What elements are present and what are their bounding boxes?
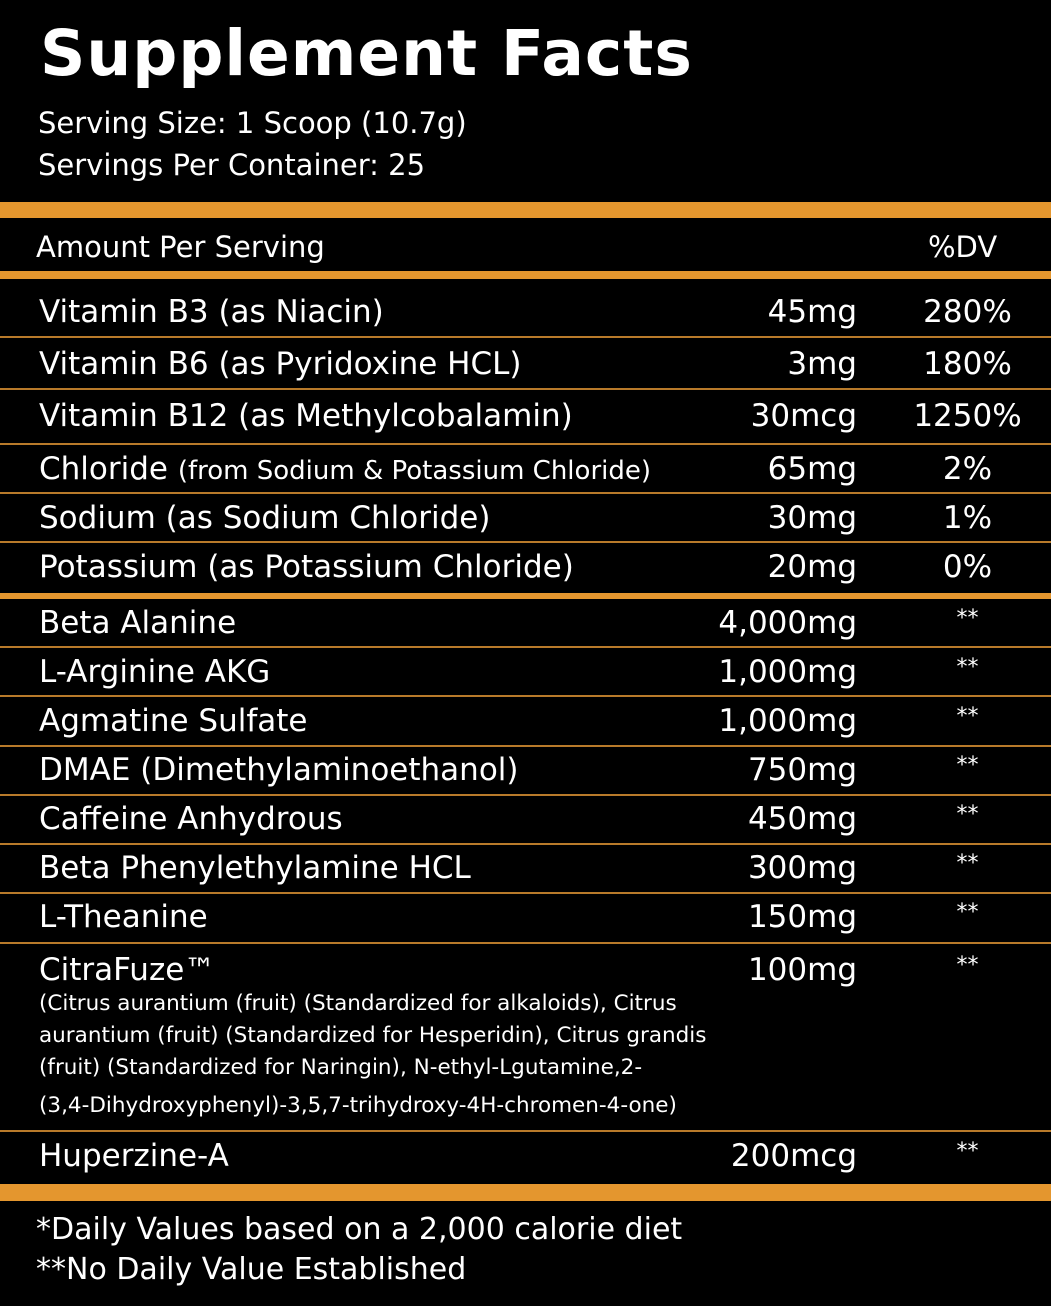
ingredient-dv: **: [956, 802, 979, 827]
amount-per-serving-label: Amount Per Serving: [36, 230, 325, 264]
nutrient-name: Vitamin B12 (as Methylcobalamin): [39, 398, 573, 434]
nutrient-dv: 280%: [923, 294, 1012, 330]
nutrient-row: [0, 288, 1051, 336]
ingredient-amount: 150mg: [747, 899, 857, 935]
nutrient-name: Vitamin B3 (as Niacin): [39, 294, 384, 330]
nutrient-row: [0, 340, 1051, 388]
ingredient-amount: 100mg: [747, 952, 857, 988]
thick-divider: [0, 1184, 1051, 1201]
nutrient-amount: 3mg: [787, 346, 857, 382]
nutrient-amount: 20mg: [767, 549, 857, 585]
ingredient-name: CitraFuze™: [39, 952, 216, 988]
nutrient-name: Vitamin B6 (as Pyridoxine HCL): [39, 346, 522, 382]
description-line: (Citrus aurantium (fruit) (Standardized for alkaloids), Citrus: [39, 991, 677, 1016]
ingredient-name: DMAE (Dimethylaminoethanol): [39, 752, 519, 788]
description-line: (fruit) (Standardized for Naringin), N-ethyl-Lgutamine,2-: [39, 1055, 643, 1080]
dv-column-label: %DV: [928, 230, 998, 264]
nutrient-name: [39, 445, 651, 495]
description-line: (3,4-Dihydroxyphenyl)-3,5,7-trihydroxy-4H-chromen-4-one): [39, 1093, 677, 1118]
ingredient-row: [0, 946, 1051, 994]
medium-divider: [0, 271, 1051, 279]
row-divider: [0, 388, 1051, 390]
ingredient-name: Beta Phenylethylamine HCL: [39, 850, 471, 886]
ingredient-amount: 4,000mg: [718, 605, 857, 641]
nutrient-name: Potassium (as Potassium Chloride): [39, 549, 574, 585]
ingredient-amount: 1,000mg: [718, 703, 857, 739]
ingredient-dv: **: [956, 704, 979, 729]
ingredient-row: [0, 1132, 1051, 1180]
citrafuze-description: [39, 988, 729, 1122]
ingredient-name: Agmatine Sulfate: [39, 703, 308, 739]
nutrient-row: [0, 445, 1051, 493]
panel-title: Supplement Facts: [40, 17, 693, 90]
nutrient-dv: 1250%: [913, 398, 1022, 434]
ingredient-name: L-Theanine: [39, 899, 208, 935]
ingredient-dv: **: [956, 606, 979, 631]
footnote-daily-values: *Daily Values based on a 2,000 calorie diet: [36, 1212, 683, 1247]
ingredient-dv: **: [956, 953, 979, 978]
ingredient-amount: 450mg: [747, 801, 857, 837]
ingredient-name: Caffeine Anhydrous: [39, 801, 343, 837]
ingredient-amount: 750mg: [747, 752, 857, 788]
nutrient-dv: 0%: [942, 549, 993, 585]
ingredient-row: [0, 795, 1051, 843]
footnote-no-dv: **No Daily Value Established: [36, 1252, 467, 1287]
nutrient-amount: 45mg: [767, 294, 857, 330]
nutrient-dv: 2%: [942, 451, 993, 487]
servings-per-container: Servings Per Container: 25: [38, 148, 426, 182]
ingredient-dv: **: [956, 1139, 979, 1164]
nutrient-name-source: (from Sodium & Potassium Chloride): [177, 456, 651, 486]
description-line: aurantium (fruit) (Standardized for Hesperidin), Citrus grandis: [39, 1023, 707, 1048]
ingredient-row: [0, 893, 1051, 941]
nutrient-amount: 30mcg: [750, 398, 857, 434]
ingredient-row: [0, 697, 1051, 745]
nutrient-row: [0, 543, 1051, 591]
nutrient-amount: 30mg: [767, 500, 857, 536]
nutrient-row: [0, 494, 1051, 542]
nutrient-row: [0, 392, 1051, 440]
nutrient-dv: 180%: [923, 346, 1012, 382]
row-divider: [0, 942, 1051, 944]
ingredient-dv: **: [956, 851, 979, 876]
nutrient-dv: 1%: [942, 500, 993, 536]
ingredient-name: Huperzine-A: [39, 1138, 229, 1174]
ingredient-amount: 200mcg: [730, 1138, 857, 1174]
ingredient-row: [0, 648, 1051, 696]
ingredient-dv: **: [956, 900, 979, 925]
ingredient-dv: **: [956, 753, 979, 778]
ingredient-name: Beta Alanine: [39, 605, 237, 641]
ingredient-amount: 1,000mg: [718, 654, 857, 690]
ingredient-name: L-Arginine AKG: [39, 654, 271, 690]
ingredient-dv: **: [956, 655, 979, 680]
ingredient-row: [0, 599, 1051, 647]
nutrient-name: Sodium (as Sodium Chloride): [39, 500, 491, 536]
ingredient-row: [0, 746, 1051, 794]
nutrient-amount: 65mg: [767, 451, 857, 487]
serving-size: Serving Size: 1 Scoop (10.7g): [38, 106, 467, 140]
thick-divider: [0, 202, 1051, 218]
ingredient-row: [0, 844, 1051, 892]
ingredient-amount: 300mg: [747, 850, 857, 886]
nutrient-name-main: Chloride: [39, 451, 168, 487]
row-divider: [0, 336, 1051, 338]
